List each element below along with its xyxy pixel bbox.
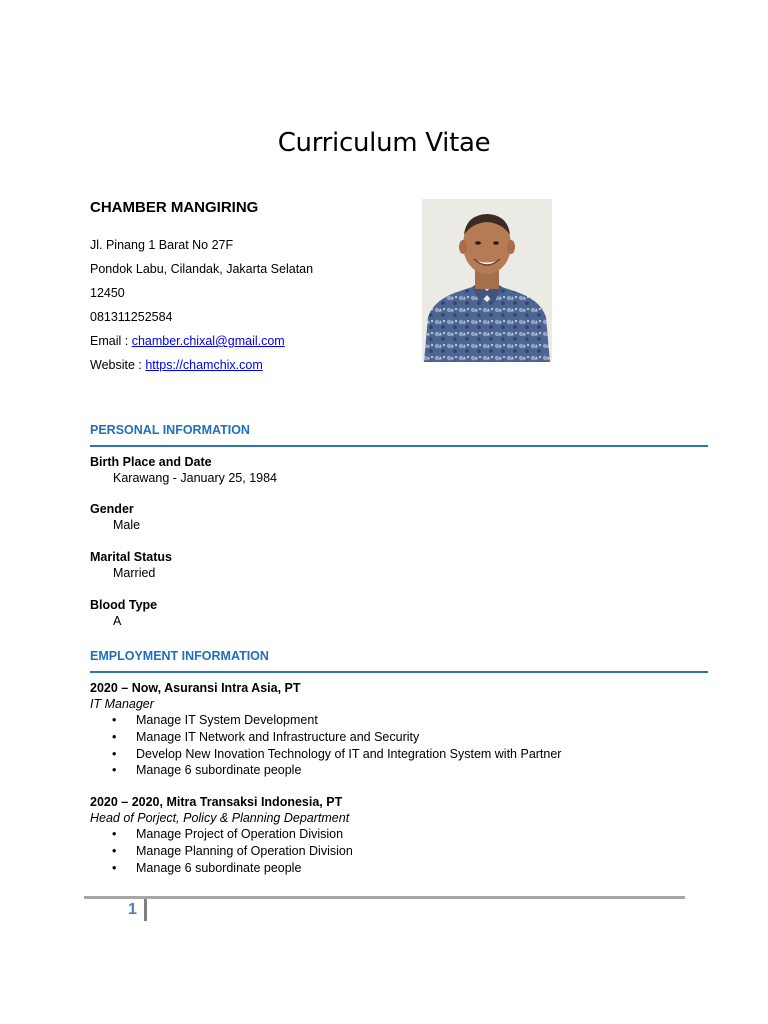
job-entry <box>90 680 690 779</box>
duty-list <box>90 712 690 779</box>
job-header: 2020 – 2020, Mitra Transaksi Indonesia, PT <box>90 795 343 809</box>
field-label: Birth Place and Date <box>90 455 212 469</box>
duty-item <box>90 729 690 746</box>
field-label: Marital Status <box>90 550 172 564</box>
address-line-2: Pondok Labu, Cilandak, Jakarta Selatan <box>90 262 314 276</box>
bullet-icon: • <box>112 827 117 841</box>
bullet-icon: • <box>112 763 117 778</box>
website-label: Website : <box>90 358 146 372</box>
duty-item <box>90 746 690 763</box>
personal-info-divider <box>90 445 708 447</box>
field-value: Male <box>113 518 141 532</box>
field-value: Married <box>113 566 156 580</box>
contact-block <box>90 237 313 381</box>
job-role: IT Manager <box>90 697 154 711</box>
postal-code: 12450 <box>90 286 125 300</box>
duty-item <box>90 826 690 843</box>
website-link[interactable]: https://chamchix.com <box>145 358 263 372</box>
job-role: Head of Porject, Policy & Planning Department <box>90 811 350 825</box>
profile-photo <box>422 199 552 362</box>
duty-text: Manage 6 subordinate people <box>136 860 302 875</box>
duty-text: Manage IT Network and Infrastructure and Security <box>136 729 420 744</box>
duty-item <box>90 762 690 779</box>
duty-text: Manage IT System Development <box>136 713 318 727</box>
email-label: Email : <box>90 334 132 348</box>
birth-field <box>90 454 277 486</box>
gender-field <box>90 501 140 533</box>
footer-separator <box>144 899 147 921</box>
duty-item <box>90 860 690 877</box>
job-entry <box>90 794 690 876</box>
field-value: Karawang - January 25, 1984 <box>113 471 277 485</box>
duty-text: Manage Planning of Operation Division <box>136 843 353 858</box>
address-line-1: Jl. Pinang 1 Barat No 27F <box>90 238 234 252</box>
duty-list <box>90 826 690 876</box>
email-line <box>90 333 313 357</box>
field-value: A <box>113 614 122 628</box>
field-label: Gender <box>90 502 134 516</box>
bullet-icon: • <box>112 713 117 727</box>
field-label: Blood Type <box>90 598 158 612</box>
marital-status-field <box>90 549 172 581</box>
website-line <box>90 357 313 381</box>
bullet-icon: • <box>112 843 117 858</box>
page-number: 1 <box>128 901 137 918</box>
job-header: 2020 – Now, Asuransi Intra Asia, PT <box>90 681 301 695</box>
duty-text: Manage 6 subordinate people <box>136 763 302 778</box>
duty-item <box>90 843 690 860</box>
duty-text: Manage Project of Operation Division <box>136 827 344 841</box>
duty-item <box>90 712 690 729</box>
footer-divider <box>84 896 685 899</box>
candidate-name: CHAMBER MANGIRING <box>90 199 259 216</box>
document-title: Curriculum Vitae <box>277 128 491 158</box>
phone-number: 081311252584 <box>90 310 173 324</box>
bullet-icon: • <box>112 746 117 761</box>
email-link[interactable]: chamber.chixal@gmail.com <box>131 334 285 348</box>
blood-type-field <box>90 597 157 629</box>
bullet-icon: • <box>112 860 117 875</box>
employment-info-heading: EMPLOYMENT INFORMATION <box>90 649 269 663</box>
employment-info-divider <box>90 671 708 673</box>
duty-text: Develop New Inovation Technology of IT and Integration System with Partner <box>136 746 562 761</box>
personal-info-heading: PERSONAL INFORMATION <box>90 423 250 437</box>
bullet-icon: • <box>112 729 117 744</box>
